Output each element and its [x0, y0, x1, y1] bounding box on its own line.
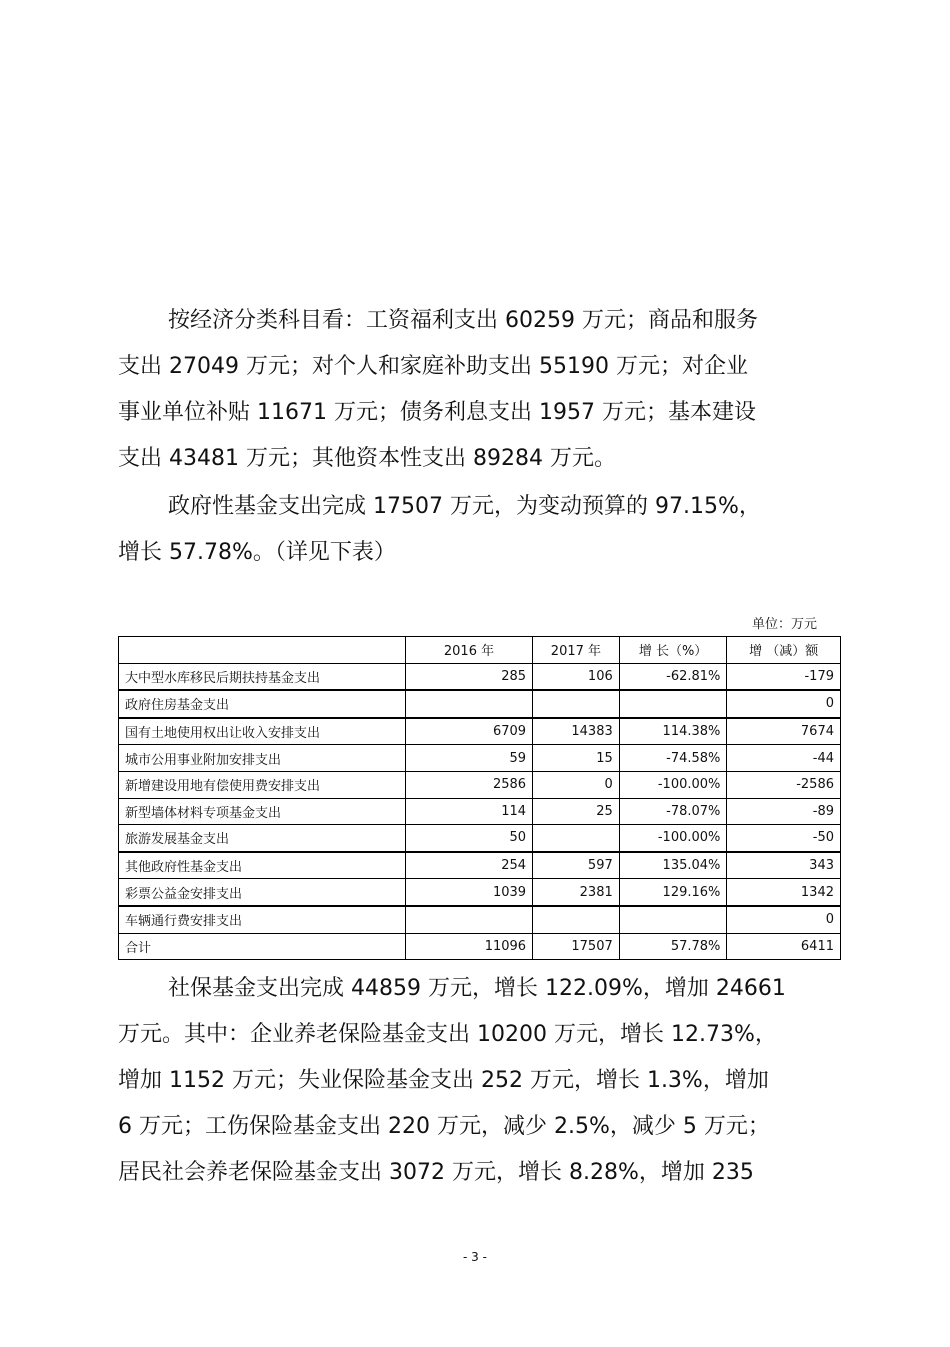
- value-2017-cell: [533, 825, 620, 852]
- table-unit-label: 单位：万元: [752, 617, 818, 632]
- table-row: [119, 825, 841, 852]
- item-cell: 新型墙体材料专项基金支出: [119, 798, 406, 825]
- paragraph-social-insurance-fund: [118, 966, 832, 1196]
- value-2017-cell: [533, 906, 620, 933]
- item-cell: 新增建设用地有偿使用费安排支出: [119, 771, 406, 798]
- item-cell: 政府住房基金支出: [119, 690, 406, 718]
- table-row: [119, 690, 841, 718]
- growth-cell: -100.00%: [619, 771, 727, 798]
- change-cell: 0: [727, 906, 841, 933]
- text-line: 支出 27049 万元；对个人和家庭补助支出 55190 万元；对企业: [118, 354, 748, 379]
- change-cell: 7674: [727, 718, 841, 745]
- header-cell-2016: 2016 年: [405, 637, 532, 664]
- growth-cell: [619, 906, 727, 933]
- table-row: [119, 718, 841, 745]
- change-cell: -89: [727, 798, 841, 825]
- page-number: - 3 -: [463, 1250, 487, 1264]
- header-cell-growth: 增 长（%）: [619, 637, 727, 664]
- table-row: [119, 906, 841, 933]
- growth-cell: -78.07%: [619, 798, 727, 825]
- value-2016-cell: 11096: [405, 933, 532, 960]
- text-line: 增长 57.78%。（详见下表）: [118, 540, 396, 565]
- text-line: 万元。其中：企业养老保险基金支出 10200 万元，增长 12.73%，: [118, 1022, 777, 1047]
- value-2016-cell: 114: [405, 798, 532, 825]
- item-cell: 城市公用事业附加安排支出: [119, 745, 406, 772]
- value-2017-cell: 597: [533, 852, 620, 879]
- table-row: [119, 771, 841, 798]
- change-cell: -50: [727, 825, 841, 852]
- value-2016-cell: [405, 906, 532, 933]
- change-cell: -2586: [727, 771, 841, 798]
- growth-cell: [619, 690, 727, 718]
- value-2017-cell: [533, 690, 620, 718]
- growth-cell: -100.00%: [619, 825, 727, 852]
- item-cell: 车辆通行费安排支出: [119, 906, 406, 933]
- value-2016-cell: 2586: [405, 771, 532, 798]
- change-cell: 6411: [727, 933, 841, 960]
- change-cell: -44: [727, 745, 841, 772]
- text-line: 社保基金支出完成 44859 万元，增长 122.09%，增加 24661: [168, 976, 786, 1001]
- text-line: 增加 1152 万元；失业保险基金支出 252 万元，增长 1.3%，增加: [118, 1068, 769, 1093]
- change-cell: 1342: [727, 879, 841, 906]
- value-2017-cell: 17507: [533, 933, 620, 960]
- value-2016-cell: 50: [405, 825, 532, 852]
- value-2016-cell: 59: [405, 745, 532, 772]
- value-2017-cell: 2381: [533, 879, 620, 906]
- text-line: 政府性基金支出完成 17507 万元，为变动预算的 97.15%，: [168, 494, 761, 519]
- value-2017-cell: 25: [533, 798, 620, 825]
- growth-cell: 129.16%: [619, 879, 727, 906]
- text-line: 事业单位补贴 11671 万元；债务利息支出 1957 万元；基本建设: [118, 400, 756, 425]
- table-row: [119, 852, 841, 879]
- growth-cell: 135.04%: [619, 852, 727, 879]
- change-cell: -179: [727, 663, 841, 690]
- growth-cell: 114.38%: [619, 718, 727, 745]
- value-2016-cell: 285: [405, 663, 532, 690]
- text-line: 按经济分类科目看：工资福利支出 60259 万元；商品和服务: [168, 308, 758, 333]
- table-header-row: [119, 637, 841, 664]
- paragraph-economic-classification: [118, 298, 832, 482]
- growth-cell: -74.58%: [619, 745, 727, 772]
- value-2017-cell: 14383: [533, 718, 620, 745]
- value-2017-cell: 0: [533, 771, 620, 798]
- growth-cell: -62.81%: [619, 663, 727, 690]
- value-2017-cell: 15: [533, 745, 620, 772]
- change-cell: 343: [727, 852, 841, 879]
- value-2017-cell: 106: [533, 663, 620, 690]
- text-line: 6 万元；工伤保险基金支出 220 万元，减少 2.5%，减少 5 万元；: [118, 1114, 770, 1139]
- table-row: [119, 879, 841, 906]
- item-cell: 大中型水库移民后期扶持基金支出: [119, 663, 406, 690]
- item-cell: 旅游发展基金支出: [119, 825, 406, 852]
- change-cell: 0: [727, 690, 841, 718]
- item-cell: 合计: [119, 933, 406, 960]
- item-cell: 其他政府性基金支出: [119, 852, 406, 879]
- growth-cell: 57.78%: [619, 933, 727, 960]
- value-2016-cell: [405, 690, 532, 718]
- value-2016-cell: 254: [405, 852, 532, 879]
- government-fund-table: [118, 636, 841, 960]
- paragraph-government-fund: [118, 484, 832, 576]
- value-2016-cell: 1039: [405, 879, 532, 906]
- header-cell-item: [119, 637, 406, 664]
- table-row: [119, 663, 841, 690]
- text-line: 居民社会养老保险基金支出 3072 万元，增长 8.28%，增加 235: [118, 1160, 754, 1185]
- item-cell: 彩票公益金安排支出: [119, 879, 406, 906]
- table-total-row: [119, 933, 841, 960]
- table-row: [119, 745, 841, 772]
- item-cell: 国有土地使用权出让收入安排支出: [119, 718, 406, 745]
- table-row: [119, 798, 841, 825]
- text-line: 支出 43481 万元；其他资本性支出 89284 万元。: [118, 446, 616, 471]
- header-cell-2017: 2017 年: [533, 637, 620, 664]
- value-2016-cell: 6709: [405, 718, 532, 745]
- header-cell-change: 增 （减）额: [727, 637, 841, 664]
